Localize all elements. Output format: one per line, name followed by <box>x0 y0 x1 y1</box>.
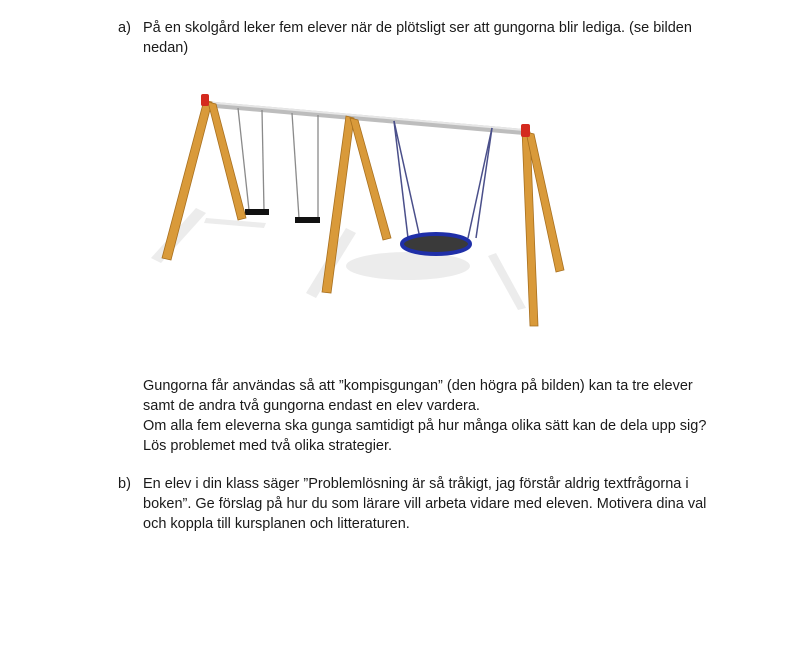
question-b-label: b) <box>118 476 131 492</box>
swing-seat-1 <box>245 209 269 215</box>
swing-seat-2 <box>295 217 320 223</box>
nest-swing <box>402 234 470 254</box>
question-a-paragraph-1: Gungorna får användas så att ”kompisgungan” (den högra på bilden) kan ta tre elever samt de andra två gungorna endast en elev vardera. <box>143 378 693 414</box>
swing-chains <box>238 108 318 218</box>
question-a-text: På en skolgård leker fem elever när de plötsligt ser att gungorna blir lediga. (se bilden nedan) <box>143 20 692 56</box>
question-a-label: a) <box>118 20 131 36</box>
top-bar <box>204 104 524 132</box>
wooden-legs <box>162 100 564 326</box>
top-bar-highlight <box>204 102 524 130</box>
nest-ropes <box>394 121 492 238</box>
question-a-body <box>143 376 718 456</box>
question-b-text: En elev i din klass säger ”Problemlösning är så tråkigt, jag förstår aldrig textfrågorna i boken”. Ge förslag på hur du som lärare vill arbeta vidare med eleven. Motivera dina val och koppla till kursplanen och litteraturen. <box>143 476 707 532</box>
question-a-paragraph-2: Om alla fem eleverna ska gunga samtidigt på hur många olika sätt kan de dela upp sig? Lös problemet med två olika strategier. <box>143 418 707 454</box>
swing-set-image <box>146 88 576 338</box>
